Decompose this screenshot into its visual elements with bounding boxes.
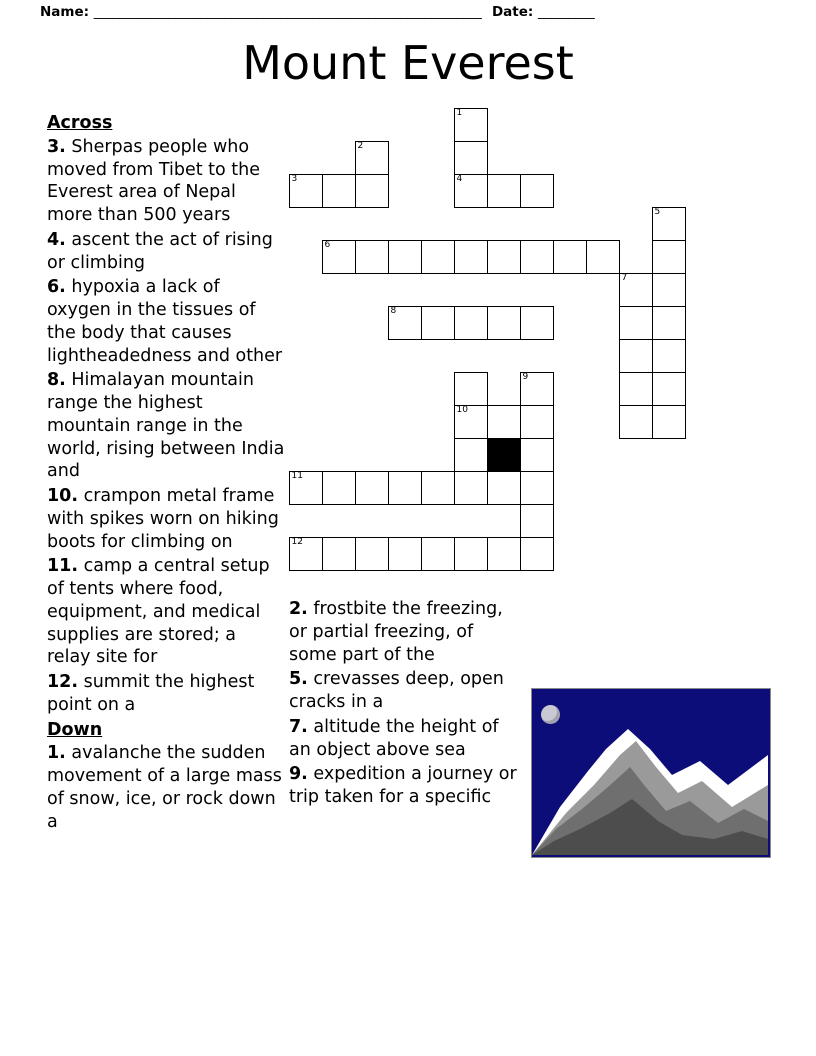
- grid-cell-blocked: [487, 438, 521, 472]
- grid-cell[interactable]: [619, 339, 653, 373]
- grid-cell[interactable]: [388, 537, 422, 571]
- clue-number: 2.: [289, 599, 308, 619]
- grid-cell[interactable]: [355, 471, 389, 505]
- clue-number: 5.: [289, 669, 308, 690]
- grid-cell[interactable]: [388, 306, 422, 340]
- across-clue-column: [47, 112, 285, 835]
- grid-cell[interactable]: [454, 438, 488, 472]
- grid-cell-number: 7: [621, 273, 628, 283]
- grid-cell-number: 11: [291, 471, 303, 481]
- clue-text: camp a central setup of tents where food, equipment, and medical supplies are stored; a relay site for: [47, 556, 270, 668]
- grid-cell[interactable]: [454, 174, 488, 208]
- grid-cell[interactable]: [421, 537, 455, 571]
- clue-number: 3.: [47, 136, 66, 157]
- grid-cell[interactable]: [520, 240, 554, 274]
- grid-cell[interactable]: [388, 240, 422, 274]
- grid-cell[interactable]: [487, 306, 521, 340]
- grid-cell[interactable]: [454, 405, 488, 439]
- down-clue: [289, 716, 521, 762]
- clue-text: summit the highest point on a: [47, 672, 255, 715]
- clue-text: altitude the height of an object above sea: [289, 716, 499, 760]
- clue-text: crampon metal frame with spikes worn on hiking boots for climbing on: [47, 486, 279, 552]
- down-heading: Down: [47, 719, 103, 740]
- grid-cell[interactable]: [487, 174, 521, 208]
- grid-cell[interactable]: [322, 174, 356, 208]
- grid-cell[interactable]: [619, 405, 653, 439]
- grid-cell-number: 8: [390, 306, 397, 316]
- grid-cell[interactable]: [652, 372, 686, 406]
- grid-cell[interactable]: [586, 240, 620, 274]
- clue-text: expedition a journey or trip taken for a specific: [289, 764, 517, 807]
- grid-cell[interactable]: [652, 240, 686, 274]
- down-clue: [289, 598, 521, 666]
- across-clue: [47, 671, 285, 717]
- clue-number: 9.: [289, 764, 308, 785]
- grid-cell[interactable]: [355, 174, 389, 208]
- clue-text: hypoxia a lack of oxygen in the tissues of the body that causes lightheadedness and other: [47, 277, 283, 366]
- grid-cell[interactable]: [421, 306, 455, 340]
- name-write-line[interactable]: ______________________________________________________________: [93, 4, 482, 20]
- down-clue: [47, 742, 285, 833]
- grid-cell[interactable]: [421, 471, 455, 505]
- grid-cell[interactable]: [520, 438, 554, 472]
- grid-cell[interactable]: [619, 273, 653, 307]
- grid-cell[interactable]: [289, 537, 323, 571]
- moon-icon: [541, 705, 560, 724]
- date-label: Date:: [491, 4, 534, 20]
- grid-cell[interactable]: [421, 240, 455, 274]
- grid-cell[interactable]: [520, 174, 554, 208]
- across-clue: [47, 555, 285, 669]
- grid-cell[interactable]: [487, 240, 521, 274]
- across-clue: [47, 276, 285, 367]
- grid-cell-number: 12: [291, 537, 303, 547]
- mountain-illustration-svg: [532, 689, 768, 855]
- mountain-illustration: [531, 688, 771, 858]
- grid-cell[interactable]: [454, 471, 488, 505]
- down-clue: [289, 668, 521, 714]
- clue-number: 12.: [47, 672, 79, 692]
- grid-cell[interactable]: [454, 372, 488, 406]
- date-write-line[interactable]: _________: [537, 4, 595, 20]
- name-label: Name:: [40, 4, 90, 20]
- across-clue-list: [47, 136, 285, 717]
- grid-cell-number: 1: [456, 108, 463, 118]
- grid-cell-number: 4: [456, 174, 463, 184]
- clue-number: 1.: [47, 743, 66, 764]
- grid-cell[interactable]: [487, 537, 521, 571]
- down-clue: [289, 763, 521, 809]
- grid-cell-number: 6: [324, 240, 331, 250]
- grid-cell[interactable]: [520, 504, 554, 538]
- grid-cell[interactable]: [520, 471, 554, 505]
- grid-cell[interactable]: [652, 273, 686, 307]
- grid-cell[interactable]: [652, 339, 686, 373]
- grid-cell-number: 9: [522, 372, 529, 382]
- grid-cell[interactable]: [619, 372, 653, 406]
- down-clue-column: [289, 598, 521, 811]
- grid-cell-number: 10: [456, 405, 468, 415]
- grid-cell[interactable]: [289, 174, 323, 208]
- grid-cell[interactable]: [553, 240, 587, 274]
- clue-text: Sherpas people who moved from Tibet to the Everest area of Nepal more than 500 years: [47, 136, 260, 225]
- grid-cell[interactable]: [487, 405, 521, 439]
- grid-cell[interactable]: [652, 207, 686, 241]
- grid-cell[interactable]: [355, 537, 389, 571]
- grid-cell[interactable]: [388, 471, 422, 505]
- clue-number: 8.: [47, 370, 66, 391]
- name-date-bar: [40, 4, 776, 24]
- grid-cell[interactable]: [454, 108, 488, 142]
- grid-cell[interactable]: [322, 537, 356, 571]
- clue-number: 10.: [47, 486, 79, 506]
- grid-cell[interactable]: [619, 306, 653, 340]
- down-clue-list-part2: [289, 598, 521, 809]
- grid-cell-number: 3: [291, 174, 298, 184]
- grid-cell[interactable]: [355, 240, 389, 274]
- clue-text: avalanche the sudden movement of a large mass of snow, ice, or rock down a: [47, 743, 282, 832]
- grid-cell-number: 5: [654, 207, 661, 217]
- across-clue: [47, 136, 285, 227]
- clue-text: ascent the act of rising or climbing: [47, 229, 273, 273]
- clue-text: Himalayan mountain range the highest mountain range in the world, rising between India and: [47, 370, 285, 482]
- across-clue: [47, 485, 285, 553]
- across-clue: [47, 369, 285, 483]
- clue-number: 6.: [47, 277, 66, 298]
- clue-number: 4.: [47, 229, 66, 250]
- grid-cell[interactable]: [454, 537, 488, 571]
- clue-text: crevasses deep, open cracks in a: [289, 669, 504, 712]
- grid-cell[interactable]: [322, 240, 356, 274]
- grid-cell[interactable]: [520, 537, 554, 571]
- clue-number: 11.: [47, 556, 79, 577]
- grid-cell[interactable]: [289, 471, 323, 505]
- down-clue-list-part1: [47, 742, 285, 833]
- clue-number: 7.: [289, 716, 308, 737]
- grid-cell[interactable]: [454, 306, 488, 340]
- grid-cell[interactable]: [520, 306, 554, 340]
- grid-cell[interactable]: [487, 471, 521, 505]
- grid-cell[interactable]: [454, 141, 488, 175]
- grid-cell[interactable]: [520, 405, 554, 439]
- clue-text: frostbite the freezing, or partial freezing, of some part of the: [289, 599, 503, 665]
- across-heading: Across: [47, 113, 113, 133]
- across-clue: [47, 229, 285, 275]
- grid-cell[interactable]: [520, 372, 554, 406]
- grid-cell-number: 2: [357, 141, 364, 151]
- grid-cell[interactable]: [322, 471, 356, 505]
- grid-cell[interactable]: [652, 306, 686, 340]
- crossword-grid[interactable]: [289, 108, 709, 588]
- page-title: Mount Everest: [242, 36, 574, 90]
- grid-cell[interactable]: [652, 405, 686, 439]
- grid-cell[interactable]: [454, 240, 488, 274]
- grid-cell[interactable]: [355, 141, 389, 175]
